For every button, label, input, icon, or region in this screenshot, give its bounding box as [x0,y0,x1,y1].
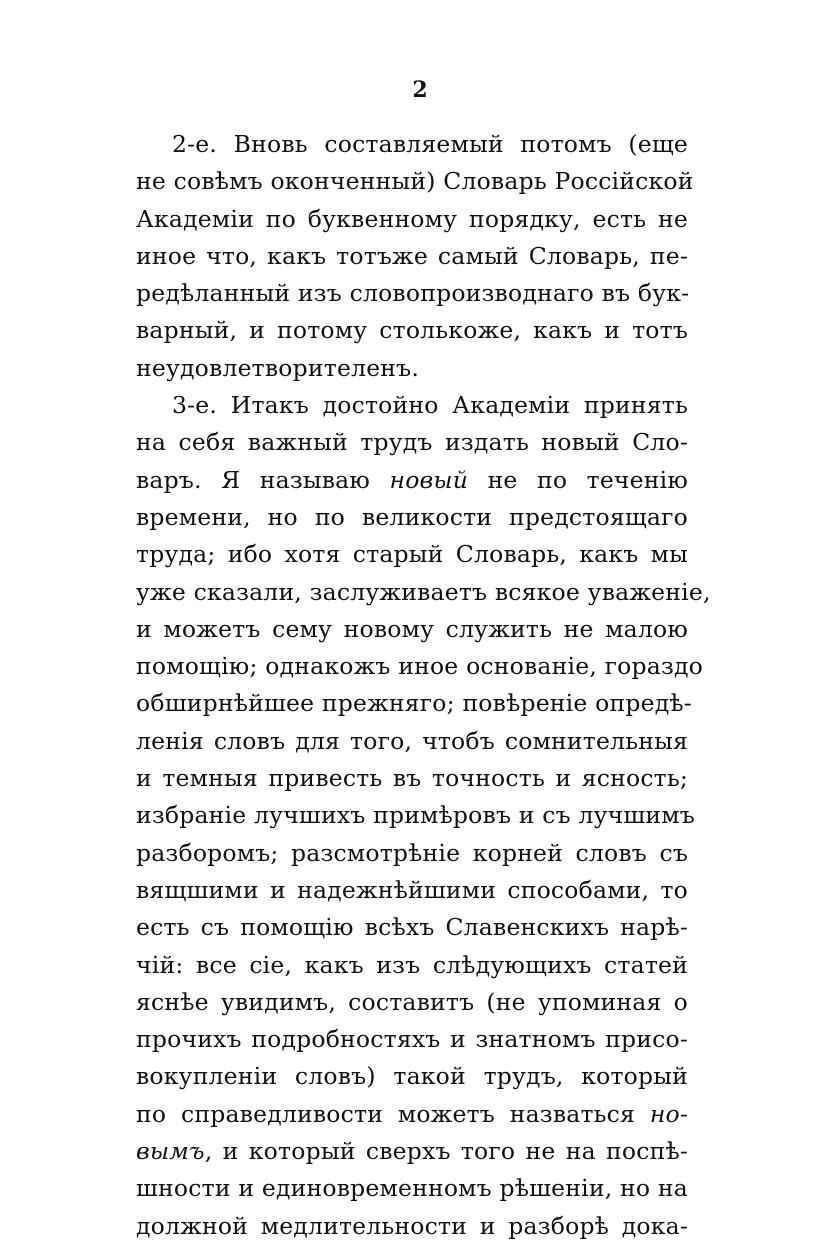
body-text [136,126,711,1245]
text-line: уже сказали, заслуживаетъ всякое уваженіе, [136,577,711,606]
text-line: труда; ибо хотя старый Словарь, какъ мы [136,540,688,569]
text-line: прочихъ подробностяхъ и знатномъ присо- [136,1025,688,1054]
text-line: варный, и потому столькоже, какъ и тотъ [136,316,688,345]
text-line: есть съ помощію всѣхъ Славенскихъ нарѣ- [136,913,688,942]
text-segment: , и который сверхъ того не на поспѣ- [204,1137,688,1166]
text-line: и можетъ сему новому служить не малою [136,614,688,643]
text-line: разборомъ; разсмотрѣніе корней словъ съ [136,838,688,867]
text-line: и темныя привесть въ точность и ясность; [136,764,688,793]
text-line: редѣланный изъ словопроизводнаго въ бук- [136,279,690,308]
text-segment: не по теченію [487,465,689,494]
text-line [136,1096,688,1133]
text-line: помощію; однакожъ иное основаніе, гораздо [136,652,704,681]
text-line: вокупленіи словъ) такой трудъ, который [136,1062,688,1091]
text-line [136,1133,688,1170]
text-line: Академіи по буквенному порядку, есть не [136,204,688,233]
text-line: 3-е. Итакъ достойно Академіи принять [172,391,688,420]
page-number: 2 [412,77,428,103]
text-line: шности и единовременномъ рѣшеніи, но на [136,1174,688,1203]
italic-word: но- [649,1099,688,1128]
text-line: не совѣмъ оконченный) Словарь Россійской [136,167,694,196]
text-line: яснѣе увидимъ, составитъ (не упоминая о [136,987,688,1016]
text-line: 2-е. Вновь составляемый потомъ (еще [172,130,688,158]
text-segment: по справедливости можетъ назваться [136,1099,636,1128]
text-line: чій: все сіе, какъ изъ слѣдующихъ статей [136,950,688,979]
text-line: избраніе лучшихъ примѣровъ и съ лучшимъ [136,801,695,830]
text-line: ленія словъ для того, чтобъ сомнительныя [136,726,688,755]
text-line: времени, но по великости предстоящаго [136,502,688,531]
text-line: неудовлетворителенъ. [136,353,419,382]
italic-word: новый [389,465,469,494]
text-line [136,462,688,499]
text-line: обширнѣйшее прежняго; повѣреніе опредѣ- [136,689,692,718]
text-line: на себя важный трудъ издать новый Сло- [136,428,688,457]
text-segment: варъ. Я называю [136,465,371,494]
text-line: иное что, какъ тотъже самый Словарь, пе- [136,241,688,270]
text-line: вящшими и надежнѣйшими способами, то [136,875,688,904]
text-line: должной медлительности и разборѣ дока- [136,1211,688,1240]
italic-word: вымъ [136,1137,205,1166]
